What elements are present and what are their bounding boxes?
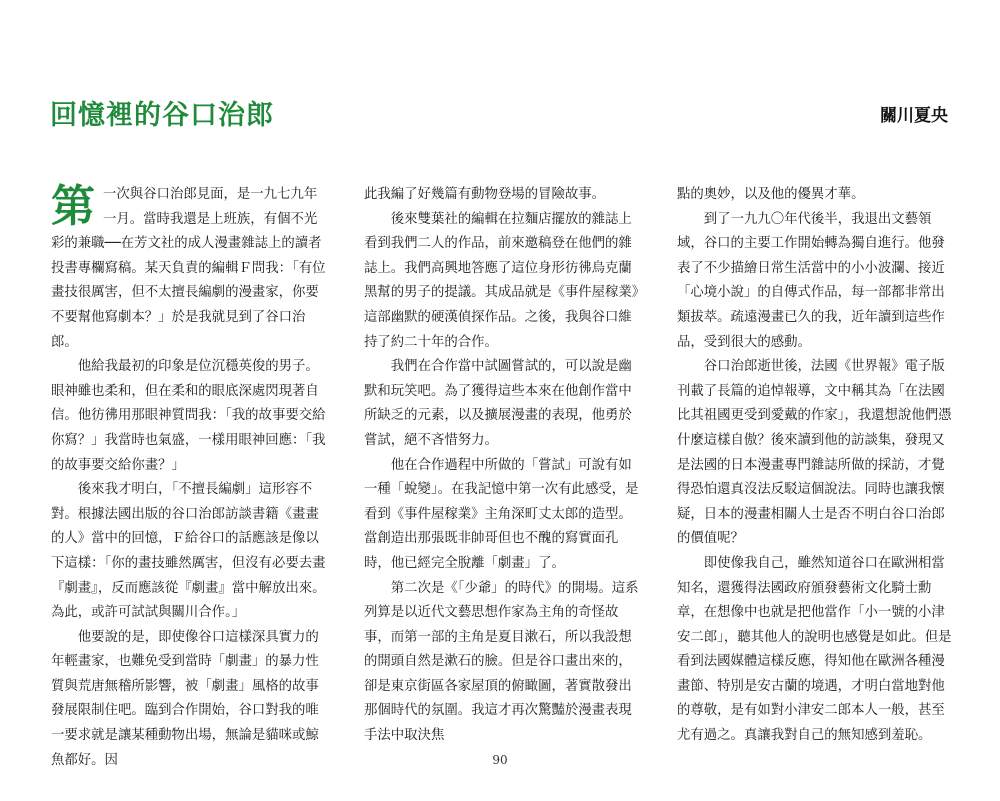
paragraph: 即使像我自己，雖然知道谷口在歐洲相當知名，還獲得法國政府頒發藝術文化騎士勳章，在想像中也就是把他當作「小一號的小津安二郎」，聽其他人的說明也感覺是如此。但是看到法國媒體這樣反應，得知他在歐洲各種漫畫節、特別是安古蘭的境遇，才明白當地對他的尊敬，是有如對小津安二郎本人一般，甚至尤有過之。真讓我對自己的無知感到羞恥。 — [677, 555, 952, 744]
paragraph: 後來雙葉社的編輯在拉麵店擺放的雜誌上看到我們二人的作品，前來邀稿登在他們的雜誌上。我們高興地答應了這位身形彷彿烏克蘭黑幫的男子的提議。其成品就是《事件屋稼業》這部幽默的硬漢偵探作品。之後，我與谷口維持了約二十年的合作。 — [364, 211, 639, 350]
text-column-1 — [51, 183, 327, 773]
text-column-3 — [677, 183, 953, 749]
paragraph: 他在合作過程中所做的「嘗試」可說有如一種「蛻變」。在我記憶中第一次有此感受，是看到《事件屋稼業》主角深町丈太郎的造型。當創造出那張既非帥哥但也不醜的寫實面孔時，他已經完全脫離「劇畫」了。 — [364, 457, 639, 571]
paragraph: 他要說的是，即使像谷口這樣深具實力的年輕畫家，也難免受到當時「劇畫」的暴力性質與荒唐無稽所影響，被「劇畫」風格的故事發展限制住吧。臨到合作開始，谷口對我的唯一要求就是讓某種動物出場，無論是貓咪或鯨魚都好。因 — [51, 629, 319, 768]
paragraph: 此我編了好幾篇有動物登場的冒險故事。 — [364, 187, 606, 202]
paragraph: 我們在合作當中試圖嘗試的，可以說是幽默和玩笑吧。為了獲得這些本來在他創作當中所缺乏的元素，以及擴展漫畫的表現，他勇於嘗試，絕不吝惜努力。 — [364, 359, 632, 448]
paragraph: 後來我才明白，「不擅長編劇」這形容不對。根據法國出版的谷口治郎訪談書籍《畫畫的人》當中的回憶，Ｆ給谷口的話應該是像以下這樣：「你的畫技雖然厲害，但沒有必要去畫『劇畫』，反而應該從『劇畫』當中解放出來。為此，或許可試試與關川合作。」 — [51, 482, 326, 621]
author-name: 關川夏央 — [880, 106, 948, 126]
paragraph: 到了一九九〇年代後半，我退出文藝領域，谷口的主要工作開始轉為獨自進行。他發表了不少描繪日常生活當中的小小波瀾、接近「心境小說」的自傳式作品，每一部都非常出類拔萃。疏遠漫畫已久的我，近年讀到這些作品，受到很大的感動。 — [677, 211, 945, 350]
paragraph: 谷口治郎逝世後，法國《世界報》電子版刊載了長篇的追悼報導，文中稱其為「在法國比其祖國更受到愛戴的作家」，我還想說他們憑什麼這樣自傲？後來讀到他的訪談集，發現又是法國的日本漫畫專門雜誌所做的採訪，才覺得恐怕還真沒法反駁這個說法。同時也讓我懷疑，日本的漫畫相關人士是否不明白谷口治郎的價值呢？ — [677, 359, 952, 547]
paragraph: 第二次是《「少爺」的時代》的開場。這系列算是以近代文藝思想作家為主角的奇怪故事，而第一部的主角是夏目漱石，所以我設想的開頭自然是漱石的臉。但是谷口畫出來的，卻是東京街區各家屋頂的俯瞰圖，著實散發出那個時代的氛圍。我這才再次驚豔於漫畫表現手法中取決焦 — [364, 580, 639, 744]
drop-cap: 第 — [51, 181, 95, 232]
paragraph: 他給我最初的印象是位沉穩英俊的男子。眼神雖也柔和，但在柔和的眼底深處閃現著自信。他彷彿用那眼神質問我：「我的故事要交給你寫？」我當時也氣盛，一樣用眼神回應：「我的故事要交給你畫？」 — [51, 359, 326, 473]
paragraph: 一次與谷口治郎見面，是一九七九年一月。當時我還是上班族，有個不光彩的兼職──在芳文社的成人漫畫雜誌上的讀者投書專欄寫稿。某天負責的編輯Ｆ問我：「有位畫技很厲害，但不太擅長編劇的漫畫家，你要不要幫他寫劇本？」於是我就見到了谷口治郎。 — [51, 187, 326, 350]
text-column-2 — [364, 183, 640, 749]
page-number: 90 — [492, 753, 508, 767]
paragraph: 點的奧妙，以及他的優異才華。 — [677, 187, 865, 202]
article-title: 回憶裡的谷口治郎 — [50, 100, 274, 131]
